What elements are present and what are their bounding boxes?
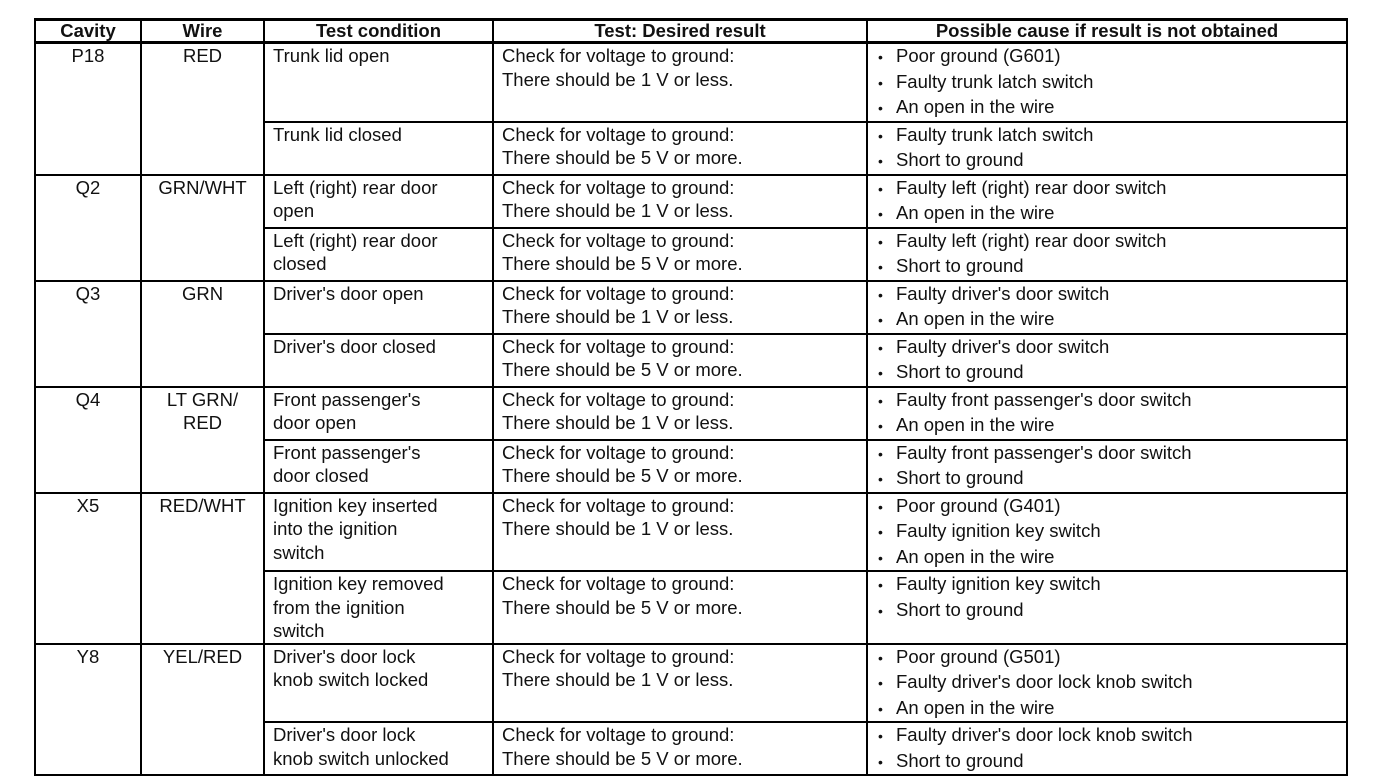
wire-color-label: RED/WHT [159, 494, 246, 516]
possible-cause-cell [867, 334, 1347, 387]
possible-cause-item: • Poor ground (G501) [876, 645, 1346, 671]
possible-cause-item: • Faulty left (right) rear door switch [876, 176, 1346, 202]
cavity-label: Q3 [75, 282, 101, 304]
test-condition-line: Driver's door lock [273, 724, 416, 745]
test-condition-line: Front passenger's [273, 388, 421, 410]
possible-cause-cell [867, 644, 1347, 723]
cavity-label: Y8 [76, 645, 100, 667]
header-desired-result: Test: Desired result [493, 20, 867, 43]
possible-cause-item: • Poor ground (G401) [876, 494, 1346, 520]
cavity-cell [35, 281, 141, 387]
test-condition-line: Trunk lid open [273, 45, 390, 66]
desired-result-cell [493, 334, 867, 387]
header-wire: Wire [141, 20, 264, 43]
possible-cause-item: • Faulty trunk latch switch [876, 70, 1346, 96]
test-condition-line: knob switch unlocked [273, 747, 449, 769]
desired-result-line: There should be 5 V or more. [502, 596, 743, 618]
desired-result-line: There should be 5 V or more. [502, 359, 743, 380]
desired-result-cell [493, 122, 867, 175]
troubleshooting-table [34, 18, 1348, 776]
desired-result-cell [493, 281, 867, 334]
desired-result-line: Check for voltage to ground: [502, 441, 735, 463]
test-condition-cell [264, 122, 493, 175]
table-row [35, 493, 1347, 572]
desired-result-line: There should be 5 V or more. [502, 747, 743, 769]
cavity-label: X5 [76, 494, 100, 516]
test-condition-line: door closed [273, 465, 369, 486]
wire-color-label: GRN [181, 282, 224, 304]
test-condition-line: Driver's door open [273, 282, 424, 304]
wire-color-label: RED [182, 412, 223, 433]
wire-color-label: GRN/WHT [158, 176, 247, 198]
possible-cause-item: • Short to ground [876, 749, 1346, 775]
test-condition-line: Ignition key removed [273, 573, 444, 594]
desired-result-line: Check for voltage to ground: [502, 229, 735, 251]
desired-result-line: Check for voltage to ground: [502, 645, 735, 667]
test-condition-line: Left (right) rear door [273, 229, 438, 251]
desired-result-cell [493, 722, 867, 775]
cavity-cell [35, 644, 141, 776]
test-condition-cell [264, 644, 493, 723]
cavity-label: P18 [71, 45, 105, 66]
possible-cause-item: • Short to ground [876, 360, 1346, 386]
possible-cause-cell [867, 440, 1347, 493]
possible-cause-item: • Faulty driver's door lock knob switch [876, 670, 1346, 696]
test-condition-cell [264, 493, 493, 572]
table-row [35, 281, 1347, 334]
possible-cause-cell [867, 387, 1347, 440]
desired-result-cell [493, 571, 867, 644]
possible-cause-cell [867, 493, 1347, 572]
possible-cause-cell [867, 175, 1347, 228]
possible-cause-cell [867, 281, 1347, 334]
desired-result-line: Check for voltage to ground: [502, 335, 735, 357]
test-condition-line: open [273, 200, 315, 221]
wire-cell [141, 43, 264, 175]
possible-cause-item: • Faulty trunk latch switch [876, 123, 1346, 149]
desired-result-line: There should be 1 V or less. [502, 412, 734, 433]
possible-cause-cell [867, 571, 1347, 644]
possible-cause-item: • An open in the wire [876, 95, 1346, 121]
cavity-cell [35, 43, 141, 175]
possible-cause-cell [867, 722, 1347, 775]
wire-cell [141, 281, 264, 387]
test-condition-line: switch [273, 541, 325, 563]
test-condition-cell [264, 228, 493, 281]
desired-result-line: There should be 1 V or less. [502, 518, 734, 539]
test-condition-cell [264, 334, 493, 387]
wire-color-label: YEL/RED [162, 645, 243, 667]
cavity-label: Q4 [75, 388, 101, 410]
desired-result-line: Check for voltage to ground: [502, 45, 735, 66]
test-condition-line: from the ignition [273, 596, 405, 618]
possible-cause-item: • An open in the wire [876, 307, 1346, 333]
test-condition-line: closed [273, 253, 327, 274]
cavity-cell [35, 387, 141, 493]
test-condition-line: Left (right) rear door [273, 176, 438, 198]
possible-cause-item: • Faulty driver's door lock knob switch [876, 723, 1346, 749]
desired-result-line: There should be 5 V or more. [502, 253, 743, 274]
wire-color-label: RED [182, 45, 223, 66]
test-condition-cell [264, 722, 493, 775]
desired-result-line: Check for voltage to ground: [502, 494, 735, 516]
desired-result-line: There should be 5 V or more. [502, 147, 743, 168]
desired-result-cell [493, 43, 867, 122]
table-row [35, 644, 1347, 723]
possible-cause-item: • Faulty front passenger's door switch [876, 388, 1346, 414]
table-body [35, 43, 1347, 776]
table-row [35, 387, 1347, 440]
test-condition-line: door open [273, 412, 357, 433]
cavity-cell [35, 175, 141, 281]
desired-result-line: There should be 1 V or less. [502, 68, 734, 90]
desired-result-line: There should be 1 V or less. [502, 306, 734, 327]
desired-result-line: Check for voltage to ground: [502, 123, 735, 145]
possible-cause-item: • Faulty driver's door switch [876, 335, 1346, 361]
test-condition-line: switch [273, 620, 325, 641]
header-possible-cause: Possible cause if result is not obtained [867, 20, 1347, 43]
possible-cause-item: • Short to ground [876, 148, 1346, 174]
test-condition-line: knob switch locked [273, 669, 429, 690]
possible-cause-item: • Faulty driver's door switch [876, 282, 1346, 308]
possible-cause-item: • Faulty front passenger's door switch [876, 441, 1346, 467]
possible-cause-item: • An open in the wire [876, 696, 1346, 722]
desired-result-line: Check for voltage to ground: [502, 724, 735, 745]
wire-cell [141, 644, 264, 776]
header-cavity: Cavity [35, 20, 141, 43]
possible-cause-item: • Short to ground [876, 466, 1346, 492]
desired-result-cell [493, 228, 867, 281]
possible-cause-item: • Short to ground [876, 254, 1346, 280]
test-condition-line: Driver's door closed [273, 335, 436, 357]
test-condition-cell [264, 281, 493, 334]
desired-result-line: Check for voltage to ground: [502, 573, 735, 594]
possible-cause-item: • An open in the wire [876, 413, 1346, 439]
cavity-cell [35, 493, 141, 644]
header-row [35, 20, 1347, 43]
desired-result-cell [493, 175, 867, 228]
test-condition-line: Trunk lid closed [273, 123, 402, 145]
desired-result-cell [493, 644, 867, 723]
wire-color-label: LT GRN/ [166, 388, 239, 410]
possible-cause-item: • Poor ground (G601) [876, 44, 1346, 70]
table-row [35, 43, 1347, 122]
desired-result-line: There should be 1 V or less. [502, 200, 734, 221]
possible-cause-item: • An open in the wire [876, 201, 1346, 227]
possible-cause-cell [867, 228, 1347, 281]
test-condition-cell [264, 440, 493, 493]
possible-cause-item: • An open in the wire [876, 545, 1346, 571]
test-condition-cell [264, 571, 493, 644]
test-condition-cell [264, 175, 493, 228]
possible-cause-item: • Faulty ignition key switch [876, 519, 1346, 545]
test-condition-line: Ignition key inserted [273, 494, 438, 516]
desired-result-line: There should be 5 V or more. [502, 465, 743, 486]
desired-result-cell [493, 440, 867, 493]
desired-result-line: Check for voltage to ground: [502, 176, 735, 198]
desired-result-cell [493, 387, 867, 440]
wire-cell [141, 175, 264, 281]
possible-cause-item: • Faulty ignition key switch [876, 572, 1346, 598]
possible-cause-cell [867, 122, 1347, 175]
test-condition-line: into the ignition [273, 518, 398, 539]
cavity-label: Q2 [75, 176, 101, 198]
desired-result-line: Check for voltage to ground: [502, 282, 735, 304]
wire-cell [141, 493, 264, 644]
possible-cause-item: • Short to ground [876, 598, 1346, 624]
header-test-condition: Test condition [264, 20, 493, 43]
test-condition-cell [264, 43, 493, 122]
wire-cell [141, 387, 264, 493]
table-row [35, 175, 1347, 228]
possible-cause-cell [867, 43, 1347, 122]
desired-result-cell [493, 493, 867, 572]
test-condition-line: Front passenger's [273, 441, 421, 463]
possible-cause-item: • Faulty left (right) rear door switch [876, 229, 1346, 255]
test-condition-line: Driver's door lock [273, 645, 416, 667]
test-condition-cell [264, 387, 493, 440]
desired-result-line: Check for voltage to ground: [502, 388, 735, 410]
desired-result-line: There should be 1 V or less. [502, 669, 734, 690]
